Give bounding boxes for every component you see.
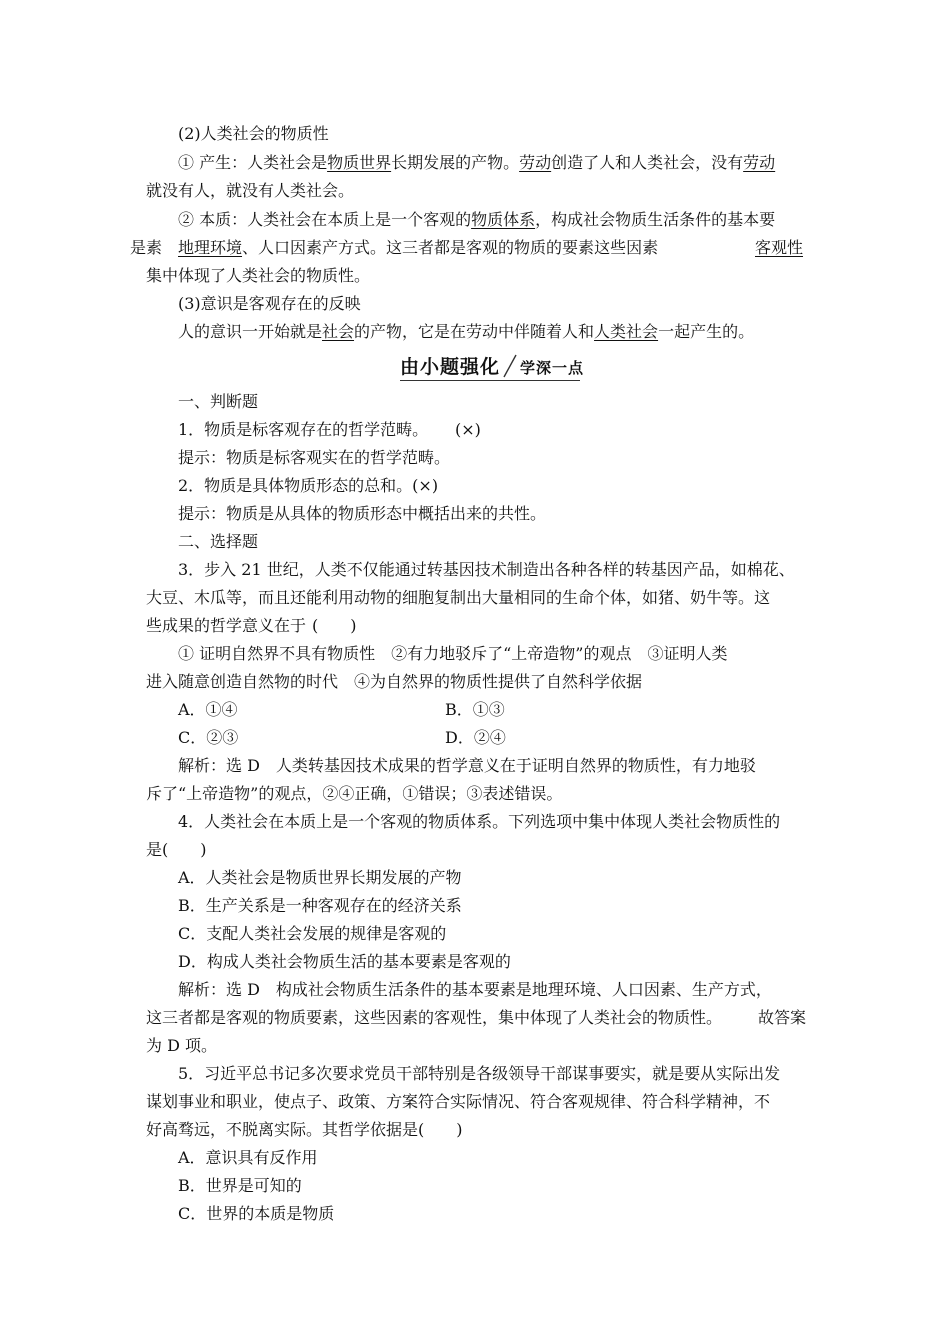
option-d: D．构成人类社会物质生活的基本要素是客观的 xyxy=(178,952,511,971)
banner-subtitle: 学深一点 xyxy=(520,359,585,377)
fill-blank: 劳动 xyxy=(519,153,552,172)
question-line: 谋划事业和职业，使点子、政策、方案符合实际情况、符合客观规律、符合科学精神，不 xyxy=(146,1092,771,1111)
paragraph-line: 是素 地理环境、人口因素产方式。这三者都是客观的物质的要素这些因素 xyxy=(130,238,659,257)
paragraph-line: 就没有人，就没有人类社会。 xyxy=(146,181,355,200)
section-heading: 一、判断题 xyxy=(178,392,259,411)
question-line: 1．物质是标客观存在的哲学范畴。 xyxy=(178,420,429,439)
analysis-line: 为 D 项。 xyxy=(146,1036,218,1055)
option-a: A．①④ xyxy=(178,700,238,719)
section-heading: 二、选择题 xyxy=(178,532,259,551)
answer-paren: ( ) xyxy=(312,616,357,635)
analysis-line: 解析：选 D 构成社会物质生活条件的基本要素是地理环境、人口因素、生产方式， xyxy=(178,980,772,999)
fill-blank: 人类社会 xyxy=(594,322,659,341)
question-line: 是( ) xyxy=(146,840,207,859)
fill-blank: 物质世界 xyxy=(327,153,392,172)
question-line: 大豆、木瓜等，而且还能利用动物的细胞复制出大量相同的生命个体，如猪、奶牛等。这 xyxy=(146,588,771,607)
fill-blank: 客观性 xyxy=(755,238,804,257)
question-line: 些成果的哲学意义在于 xyxy=(146,616,307,635)
analysis-line: 这三者都是客观的物质要素，这些因素的客观性，集中体现了人类社会的物质性。 xyxy=(146,1008,723,1027)
hint-line: 提示：物质是标客观实在的哲学范畴。 xyxy=(178,448,451,467)
answer-mark: (×) xyxy=(455,420,481,439)
option-c: C．世界的本质是物质 xyxy=(178,1204,335,1223)
paragraph-line: 人的意识一开始就是社会的产物，它是在劳动中伴随着人和人类社会一起产生的。 xyxy=(178,322,755,341)
analysis-line: 斥了“上帝造物”的观点，②④正确，①错误；③表述错误。 xyxy=(146,784,563,803)
option-b: B．生产关系是一种客观存在的经济关系 xyxy=(178,896,462,915)
paragraph-line: 集中体现了人类社会的物质性。 xyxy=(146,266,371,285)
fill-blank: 劳动 xyxy=(743,153,776,172)
paragraph-line: ① 产生：人类社会是物质世界长期发展的产物。劳动创造了人和人类社会，没有劳动 xyxy=(178,153,776,172)
fill-blank: 社会 xyxy=(322,322,355,341)
option-c: C．支配人类社会发展的规律是客观的 xyxy=(178,924,447,943)
option-a: A．意识具有反作用 xyxy=(178,1148,318,1167)
section-heading: (2)人类社会的物质性 xyxy=(178,124,329,143)
option-c: C．②③ xyxy=(178,728,239,747)
paragraph-line: ② 本质：人类社会在本质上是一个客观的物质体系，构成社会物质生活条件的基本要 xyxy=(178,210,776,229)
question-line: 5．习近平总书记多次要求党员干部特别是各级领导干部谋事要实，就是要从实际出发 xyxy=(178,1064,781,1083)
option-line: 进入随意创造自然物的时代 ④为自然界的物质性提供了自然科学依据 xyxy=(146,672,643,691)
banner-underline xyxy=(400,380,580,381)
fill-blank: 物质体系 xyxy=(471,210,536,229)
option-b: B．世界是可知的 xyxy=(178,1176,302,1195)
question-line: 3．步入 21 世纪，人类不仅能通过转基因技术制造出各种各样的转基因产品，如棉花、 xyxy=(178,560,795,579)
option-a: A．人类社会是物质世界长期发展的产物 xyxy=(178,868,462,887)
section-banner xyxy=(400,352,584,386)
question-line: 好高骛远，不脱离实际。其哲学依据是( ) xyxy=(146,1120,463,1139)
hint-line: 提示：物质是从具体的物质形态中概括出来的共性。 xyxy=(178,504,547,523)
section-heading: (3)意识是客观存在的反映 xyxy=(178,294,361,313)
analysis-line: 故答案 xyxy=(758,1008,807,1027)
option-b: B．①③ xyxy=(445,700,505,719)
fill-blank: 地理环境 xyxy=(178,238,243,257)
question-line: 2．物质是具体物质形态的总和。(×) xyxy=(178,476,439,495)
slash-divider-icon xyxy=(502,353,518,379)
option-d: D．②④ xyxy=(445,728,506,747)
analysis-line: 解析：选 D 人类转基因技术成果的哲学意义在于证明自然界的物质性，有力地驳 xyxy=(178,756,756,775)
option-line: ① 证明自然界不具有物质性 ②有力地驳斥了“上帝造物”的观点 ③证明人类 xyxy=(178,644,728,663)
banner-title: 由小题强化 xyxy=(400,356,501,378)
question-line: 4．人类社会在本质上是一个客观的物质体系。下列选项中集中体现人类社会物质性的 xyxy=(178,812,781,831)
